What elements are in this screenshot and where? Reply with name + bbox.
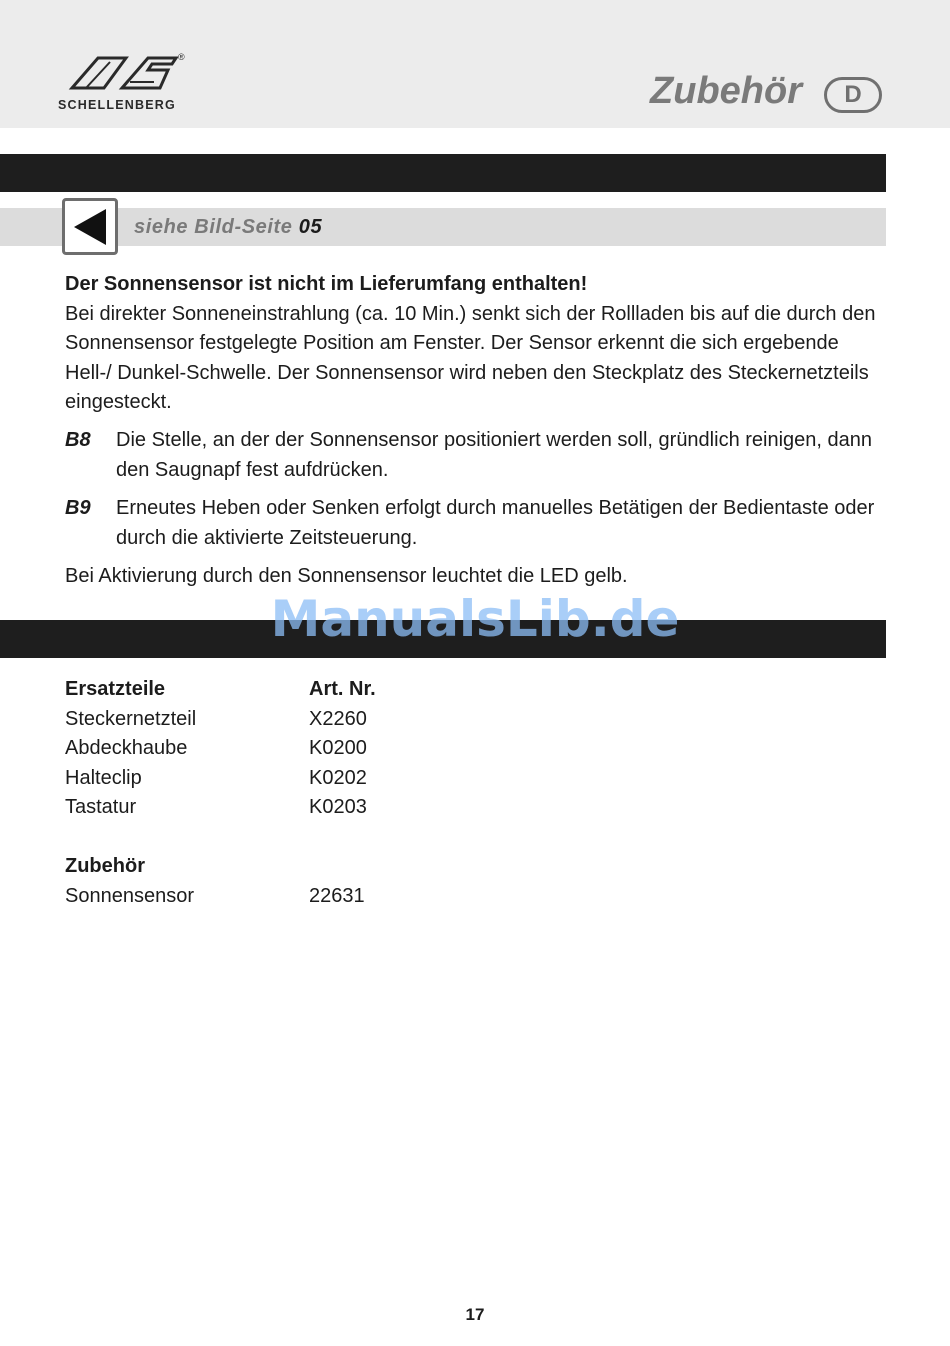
accessories-header: Zubehör — [65, 855, 145, 877]
watermark: ManualsLib.de — [270, 590, 680, 648]
brand-name: SCHELLENBERG — [58, 98, 176, 112]
schellenberg-logo-mark — [64, 50, 188, 96]
table-header-row — [65, 675, 465, 705]
registered-mark: ® — [178, 52, 185, 62]
table-spacer — [65, 823, 465, 853]
table-row — [65, 882, 465, 912]
page-number: 17 — [465, 1305, 485, 1324]
column-header-name: Ersatzteile — [65, 678, 166, 700]
arrow-left-icon — [74, 209, 106, 245]
step-text: Die Stelle, an der der Sonnensensor positioniert werden soll, gründlich reinigen, dann den Saugnapf fest aufdrücken. — [116, 429, 873, 481]
part-name: Abdeckhaube — [65, 737, 188, 759]
step-label: B8 — [65, 429, 91, 451]
part-name: Halteclip — [65, 766, 142, 789]
figure-reference-page: 05 — [298, 216, 323, 238]
column-header-number: Art. Nr. — [309, 678, 376, 700]
table-row — [65, 734, 465, 764]
part-number: X2260 — [309, 707, 367, 730]
table-row — [65, 705, 465, 735]
step-label: B9 — [65, 497, 91, 519]
intro-heading: Der Sonnensensor ist nicht im Lieferumfang enthalten! — [65, 273, 588, 295]
closing-paragraph: Bei Aktivierung durch den Sonnensensor leuchtet die LED gelb. — [65, 565, 628, 587]
reference-band — [0, 208, 886, 246]
intro-paragraph — [65, 270, 887, 418]
part-number: K0200 — [309, 737, 367, 759]
back-arrow-icon — [62, 198, 118, 255]
section-bar-top — [0, 154, 886, 192]
accessories-header-row — [65, 852, 465, 882]
accessory-name: Sonnensensor — [65, 884, 194, 907]
parts-table — [65, 675, 465, 911]
accessory-number: 22631 — [309, 884, 365, 907]
page-title: Zubehör — [650, 70, 802, 112]
figure-reference-prefix: siehe Bild-Seite — [134, 216, 293, 238]
part-number: K0202 — [309, 766, 367, 789]
step-text: Erneutes Heben oder Senken erfolgt durch manuelles Betätigen der Bedientaste oder durch die aktivierte Zeitsteuerung. — [116, 497, 875, 549]
part-name: Steckernetzteil — [65, 707, 197, 730]
table-row — [65, 764, 465, 794]
table-row — [65, 793, 465, 823]
intro-text: Bei direkter Sonneneinstrahlung (ca. 10 Min.) senkt sich der Rollladen bis auf die durch den Sonnensensor festgelegte Position am Fenster. Der Sensor erkennt die sich ergebende Hell-/ Dunkel-Schwelle. Der Sonnensensor wird neben den Steckplatz des Steckernetzteils eingesteckt. — [65, 302, 876, 414]
part-name: Tastatur — [65, 796, 137, 818]
part-number: K0203 — [309, 796, 367, 818]
figure-reference — [134, 216, 322, 239]
language-badge: D — [824, 77, 882, 113]
schellenberg-logo — [58, 50, 190, 118]
